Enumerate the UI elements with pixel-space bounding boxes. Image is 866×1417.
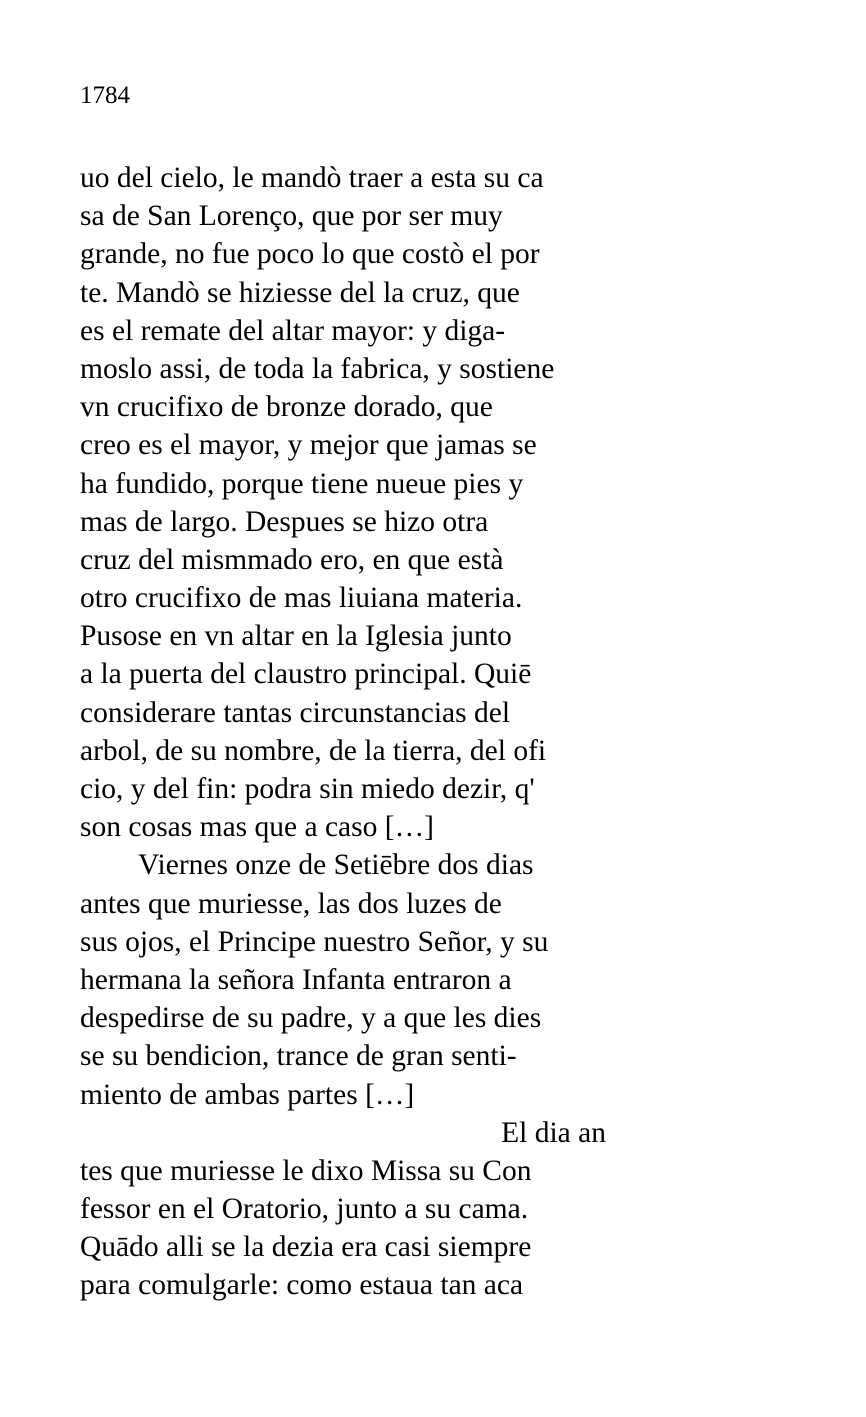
text-line: cio, y del fin: podra sin miedo dezir, q' [80,773,535,805]
text-line: moslo assi, de toda la fabrica, y sostiene [80,352,555,385]
text-line: Pusose en vn altar en la Iglesia junto [80,620,512,653]
text-line: creo es el mayor, y mejor que jamas se [80,429,537,462]
text-line: sa de San Lorenço, que por ser muy [80,200,503,233]
text-line: te. Mandò se hiziesse del la cruz, que [80,276,520,309]
right-aligned-line: El dia an [501,1116,606,1149]
text-line: ha fundido, porque tiene nueue pies y [80,467,524,500]
text-line: fessor en el Oratorio, junto a su cama. [80,1193,529,1226]
text-line: grande, no fue poco lo que costò el por [80,238,540,271]
text-line: a la puerta del claustro principal. Quiē [80,658,532,691]
text-line: tes que muriesse le dixo Missa su Con [80,1154,532,1187]
paragraph-start-line: Viernes onze de Setiēbre dos dias [138,849,534,882]
text-line: antes que muriesse, las dos luzes de [80,887,502,920]
text-line: es el remate del altar mayor: y diga- [80,314,506,347]
text-line: arbol, de su nombre, de la tierra, del ofi [80,734,547,767]
text-line: para comulgarle: como estaua tan aca [80,1269,524,1302]
text-line: se su bendicion, trance de gran senti- [80,1040,517,1073]
text-line: Quādo alli se la dezia era casi siempre [80,1231,532,1264]
text-line: vn crucifixo de bronze dorado, que [80,391,493,424]
text-line: sus ojos, el Principe nuestro Señor, y su [80,925,549,958]
text-line: considerare tantas circunstancias del [80,696,511,729]
text-line: miento de ambas partes […] [80,1078,415,1111]
text-line: hermana la señora Infanta entraron a [80,963,512,996]
text-line: son cosas mas que a caso […] [80,811,434,844]
body-text [80,159,640,1305]
page-number: 1784 [80,82,130,109]
text-line: despedirse de su padre, y a que les dies [80,1002,542,1035]
text-line: mas de largo. Despues se hizo otra [80,505,489,538]
text-line: cruz del mismmado ero, en que està [80,543,504,576]
text-line: uo del cielo, le mandò traer a esta su ca [80,162,544,194]
text-line: otro crucifixo de mas liuiana materia. [80,582,523,615]
